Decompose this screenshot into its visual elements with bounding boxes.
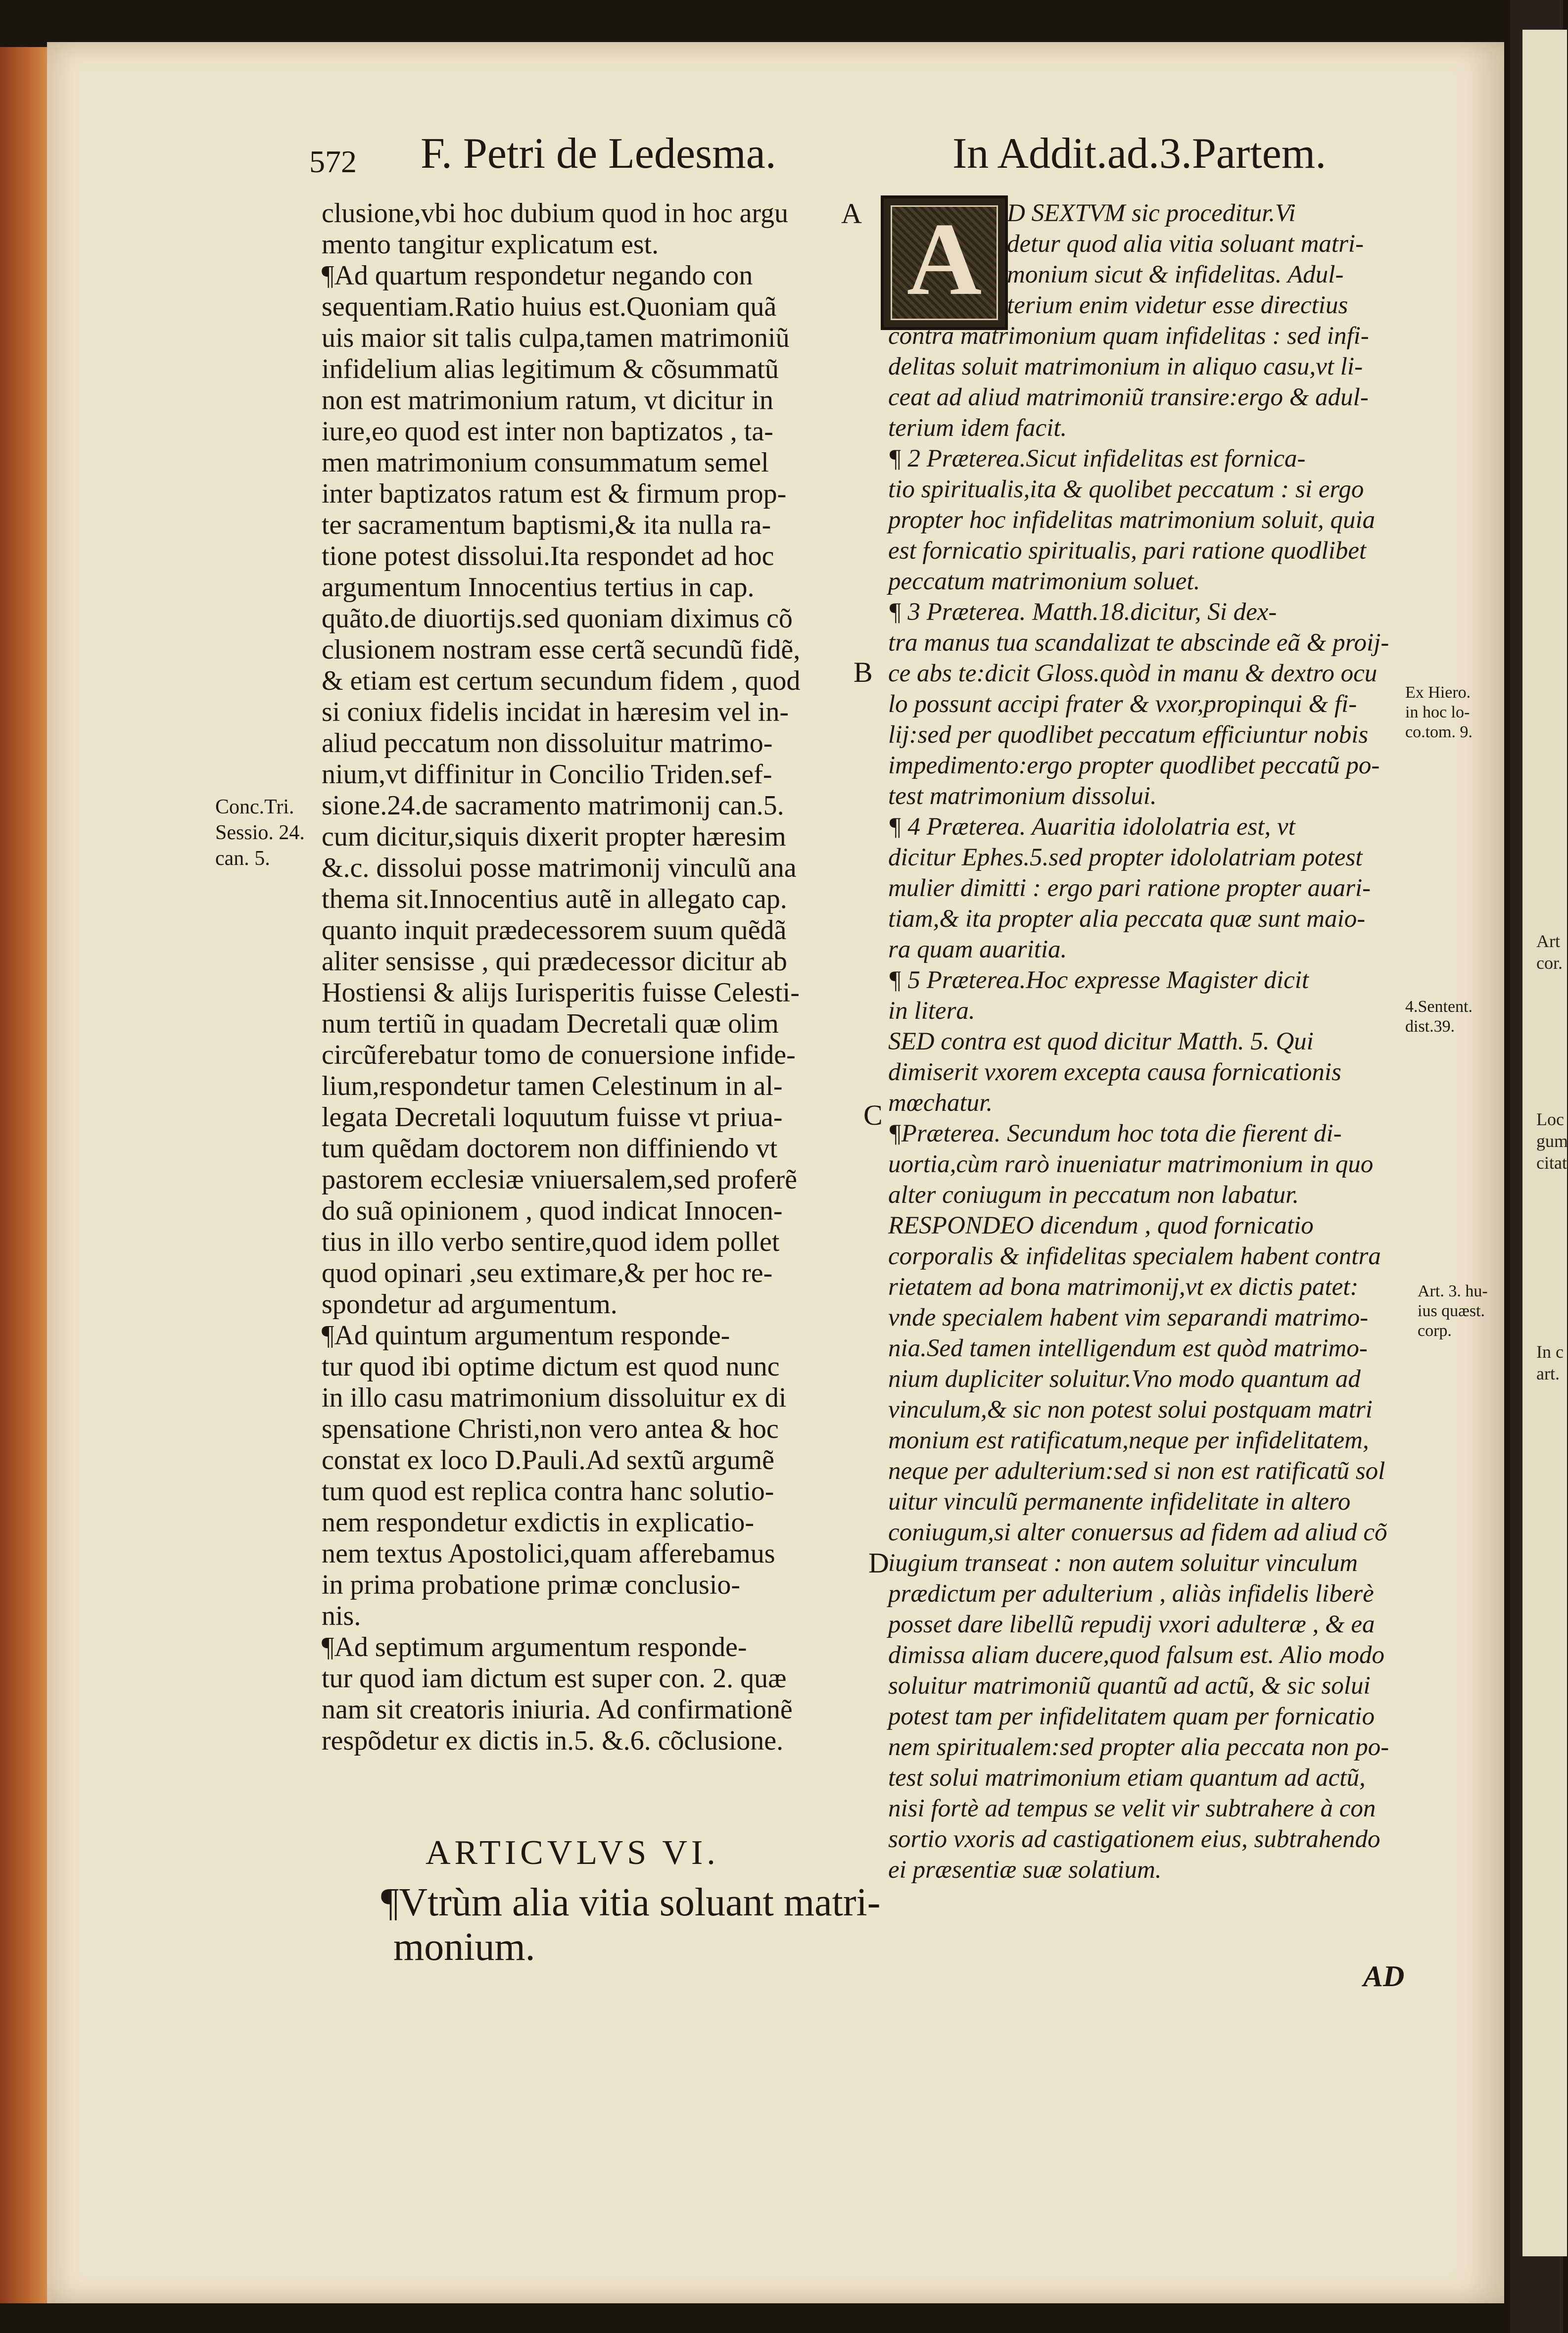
text-line: terium enim videtur esse directius xyxy=(1007,291,1348,319)
text-line: D SEXTVM sic proceditur.Vi xyxy=(1007,199,1296,227)
text-line: nem respondetur exdictis in explicatio- xyxy=(322,1507,754,1538)
section-letter: D xyxy=(868,1547,889,1579)
article-question-line: ¶Vtrùm alia vitia soluant matri- xyxy=(381,1881,881,1924)
margin-note-right: Ex Hiero. in hoc lo- co.tom. 9. xyxy=(1405,683,1473,741)
text-line: nia.Sed tamen intelligendum est quòd matrimo- xyxy=(888,1334,1368,1362)
running-head-right: In Addit.ad.3.Partem. xyxy=(952,130,1327,178)
text-line: posset dare libellũ repudij vxori adulteræ , & ea xyxy=(888,1611,1375,1638)
text-line: ter sacramentum baptismi,& ita nulla ra- xyxy=(322,510,771,540)
text-line: tur quod iam dictum est super con. 2. quæ xyxy=(322,1663,787,1694)
text-line: tio spiritualis,ita & quolibet peccatum : si ergo xyxy=(888,476,1364,503)
text-line: terium idem facit. xyxy=(888,414,1067,442)
text-line: quãto.de diuortijs.sed quoniam diximus cõ xyxy=(322,603,793,634)
text-line: soluitur matrimoniũ quantũ ad actũ, & sic solui xyxy=(888,1672,1371,1700)
text-line: potest tam per infidelitatem quam per fornicatio xyxy=(888,1703,1375,1730)
text-line: Hostiensi & alijs Iurisperitis fuisse Celesti- xyxy=(322,977,800,1008)
text-line: lij:sed per quodlibet peccatum efficiuntur nobis xyxy=(888,721,1369,749)
text-line: ¶Præterea. Secundum hoc tota die fierent di- xyxy=(888,1120,1342,1147)
catchword: AD xyxy=(1363,1960,1405,1993)
text-line: & etiam est certum secundum fidem , quod xyxy=(322,666,801,696)
text-line: tum quẽdam doctorem non diffiniendo vt xyxy=(322,1133,778,1164)
text-line: ¶Ad septimum argumentum responde- xyxy=(322,1632,747,1663)
text-line: tum quod est replica contra hanc solutio- xyxy=(322,1476,774,1507)
article-question-line: monium. xyxy=(393,1925,535,1969)
text-line: ¶ 5 Præterea.Hoc expresse Magister dicit xyxy=(888,966,1309,994)
text-line: in prima probatione primæ conclusio- xyxy=(322,1570,741,1600)
text-line: mœchatur. xyxy=(888,1089,993,1117)
text-line: num tertiũ in quadam Decretali quæ olim xyxy=(322,1008,779,1039)
text-line: tius in illo verbo sentire,quod idem pollet xyxy=(322,1227,780,1257)
text-line: SED contra est quod dicitur Matth. 5. Qui xyxy=(888,1028,1314,1055)
text-line: spondetur ad argumentum. xyxy=(322,1289,618,1320)
text-line: iure,eo quod est inter non baptizatos , ta- xyxy=(322,416,773,447)
text-line: uis maior sit talis culpa,tamen matrimoniũ xyxy=(322,323,790,353)
text-line: detur quod alia vitia soluant matri- xyxy=(1007,230,1364,258)
text-line: quod opinari ,seu extimare,& per hoc re- xyxy=(322,1258,773,1288)
text-line: monium est ratificatum,neque per infidelitatem, xyxy=(888,1427,1369,1454)
text-line: do suã opinionem , quod indicat Innocen- xyxy=(322,1195,783,1226)
text-line: pastorem ecclesiæ vniuersalem,sed proferẽ xyxy=(322,1164,797,1195)
running-head-left: F. Petri de Ledesma. xyxy=(421,130,776,178)
text-line: in litera. xyxy=(888,997,975,1025)
text-line: ¶Ad quintum argumentum responde- xyxy=(322,1320,730,1351)
text-line: respõdetur ex dictis in.5. &.6. cõclusione. xyxy=(322,1725,784,1756)
text-line: prædictum per adulterium , aliàs infidelis liberè xyxy=(888,1580,1374,1608)
text-line: nem textus Apostolici,quam afferebamus xyxy=(322,1538,775,1569)
text-line: mento tangitur explicatum est. xyxy=(322,229,659,260)
text-line: &.c. dissolui posse matrimonij vinculũ ana xyxy=(322,853,797,883)
text-line: dimissa aliam ducere,quod falsum est. Alio modo xyxy=(888,1641,1384,1669)
text-line: si coniux fidelis incidat in hæresim vel in- xyxy=(322,697,789,727)
text-line: ra quam auaritia. xyxy=(888,936,1067,963)
text-line: infidelium alias legitimum & cõsummatũ xyxy=(322,354,779,384)
text-line: quanto inquit prædecessorem suum quẽdã xyxy=(322,915,787,946)
text-line: nis. xyxy=(322,1601,361,1631)
text-line: rietatem ad bona matrimonij,vt ex dictis patet: xyxy=(888,1273,1359,1301)
text-line: alter coniugum in peccatum non labatur. xyxy=(888,1181,1299,1209)
text-line: ¶Ad quartum respondetur negando con xyxy=(322,260,753,291)
article-question xyxy=(381,1880,880,1969)
text-line: tur quod ibi optime dictum est quod nunc xyxy=(322,1351,780,1382)
text-line: tione potest dissolui.Ita respondet ad hoc xyxy=(322,541,774,571)
text-line: nam sit creatoris iniuria. Ad confirmationẽ xyxy=(322,1694,793,1725)
text-line: vinculum,& sic non potest solui postquam matri xyxy=(888,1396,1373,1424)
text-line: peccatum matrimonium soluet. xyxy=(888,568,1200,595)
text-line: sortio vxoris ad castigationem eius, subtrahendo xyxy=(888,1825,1380,1853)
margin-note-council: Conc.Tri. Sessio. 24. can. 5. xyxy=(215,796,305,870)
text-line: uitur vinculũ permanente infidelitate in altero xyxy=(888,1488,1351,1516)
text-line: iugium transeat : non autem soluitur vinculum xyxy=(888,1549,1358,1577)
text-line: impedimento:ergo propter quodlibet peccatũ po- xyxy=(888,752,1380,779)
text-line: ¶ 3 Præterea. Matth.18.dicitur, Si dex- xyxy=(888,598,1277,626)
text-line: clusione,vbi hoc dubium quod in hoc argu xyxy=(322,198,789,229)
text-line: tiam,& ita propter alia peccata quæ sunt maio- xyxy=(888,905,1366,933)
text-line: inter baptizatos ratum est & firmum prop- xyxy=(322,478,787,509)
right-column xyxy=(888,198,1432,1885)
text-line: clusionem nostram esse certã secundũ fidẽ, xyxy=(322,634,801,665)
text-line: coniugum,si alter conuersus ad fidem ad aliud cõ xyxy=(888,1519,1387,1546)
text-line: ¶ 2 Præterea.Sicut infidelitas est fornica- xyxy=(888,445,1306,473)
text-line: test solui matrimonium etiam quantum ad actũ, xyxy=(888,1764,1366,1792)
text-line: spensatione Christi,non vero antea & hoc xyxy=(322,1414,779,1444)
section-letter: B xyxy=(854,656,873,688)
text-line: constat ex loco D.Pauli.Ad sextũ argumẽ xyxy=(322,1445,775,1476)
text-line: dicitur Ephes.5.sed propter idololatriam potest xyxy=(888,844,1363,871)
text-line: ceat ad aliud matrimoniũ transire:ergo & adul- xyxy=(888,383,1369,411)
text-line: non est matrimonium ratum, vt dicitur in xyxy=(322,385,773,416)
text-line: dimiserit vxorem excepta causa fornicationis xyxy=(888,1058,1341,1086)
text-line: aliud peccatum non dissoluitur matrimo- xyxy=(322,728,773,759)
page-number: 572 xyxy=(309,144,357,179)
text-line: argumentum Innocentius tertius in cap. xyxy=(322,572,755,603)
next-page-fragment: Art cor. xyxy=(1536,931,1563,973)
initial-letter: A xyxy=(906,202,982,317)
section-letter: A xyxy=(841,197,862,230)
text-line: corporalis & infidelitas specialem habent contra xyxy=(888,1242,1381,1270)
text-line: uortia,cùm rarò inueniatur matrimonium in quo xyxy=(888,1150,1374,1178)
text-line: ¶ 4 Præterea. Auaritia idololatria est, vt xyxy=(888,813,1295,841)
article-heading: ARTICVLVS VI. xyxy=(426,1834,719,1872)
text-line: est fornicatio spiritualis, pari ratione quodlibet xyxy=(888,537,1367,565)
text-line: lo possunt accipi frater & vxor,propinqui & fi- xyxy=(888,690,1357,718)
text-line: monium sicut & infidelitas. Adul- xyxy=(1007,261,1344,288)
next-page-fragment: In c art. xyxy=(1536,1342,1564,1383)
text-line: ei præsentiæ suæ solatium. xyxy=(888,1856,1162,1884)
text-line: men matrimonium consummatum semel xyxy=(322,447,769,478)
text-line: RESPONDEO dicendum , quod fornicatio xyxy=(888,1212,1314,1239)
text-line: test matrimonium dissolui. xyxy=(888,782,1157,810)
text-line: nem spiritualem:sed propter alia peccata non po- xyxy=(888,1733,1389,1761)
section-letter: C xyxy=(863,1099,883,1131)
text-line: nium dupliciter soluitur.Vno modo quantum ad xyxy=(888,1365,1361,1393)
left-column xyxy=(322,198,866,1757)
text-line: in illo casu matrimonium dissoluitur ex di xyxy=(322,1382,787,1413)
text-line: delitas soluit matrimonium in aliquo casu,vt li- xyxy=(888,353,1363,381)
text-line: mulier dimitti : ergo pari ratione propter auari- xyxy=(888,874,1371,902)
text-line: ce abs te:dicit Gloss.quòd in manu & dextro ocu xyxy=(888,660,1378,687)
text-line: aliter sensisse , qui prædecessor dicitur ab xyxy=(322,946,787,977)
text-line: neque per adulterium:sed si non est ratificatũ sol xyxy=(888,1457,1385,1485)
text-line: sione.24.de sacramento matrimonij can.5. xyxy=(322,790,784,821)
text-line: circũferebatur tomo de conuersione infide- xyxy=(322,1040,796,1070)
text-line: nium,vt diffinitur in Concilio Triden.sef- xyxy=(322,759,772,790)
margin-note-right: Art. 3. hu- ius quæst. corp. xyxy=(1418,1282,1488,1340)
text-line: contra matrimonium quam infidelitas : sed infi- xyxy=(888,322,1369,350)
text-line: tra manus tua scandalizat te abscinde eã & proij- xyxy=(888,629,1389,657)
next-page-fragment: Loc gum citat xyxy=(1536,1109,1568,1173)
text-line: lium,respondetur tamen Celestinum in al- xyxy=(322,1071,783,1101)
text-line: propter hoc infidelitas matrimonium soluit, quia xyxy=(888,506,1376,534)
text-line: cum dicitur,siquis dixerit propter hæresim xyxy=(322,821,786,852)
text-line: thema sit.Innocentius autẽ in allegato cap. xyxy=(322,884,787,914)
margin-note-right: 4.Sentent. dist.39. xyxy=(1405,998,1473,1036)
text-line: legata Decretali loquutum fuisse vt priua- xyxy=(322,1102,783,1133)
text-line: nisi fortè ad tempus se velit vir subtrahere à con xyxy=(888,1795,1376,1822)
text-line: vnde specialem habent vim separandi matrimo- xyxy=(888,1304,1369,1332)
text-line: sequentiam.Ratio huius est.Quoniam quã xyxy=(322,291,777,322)
